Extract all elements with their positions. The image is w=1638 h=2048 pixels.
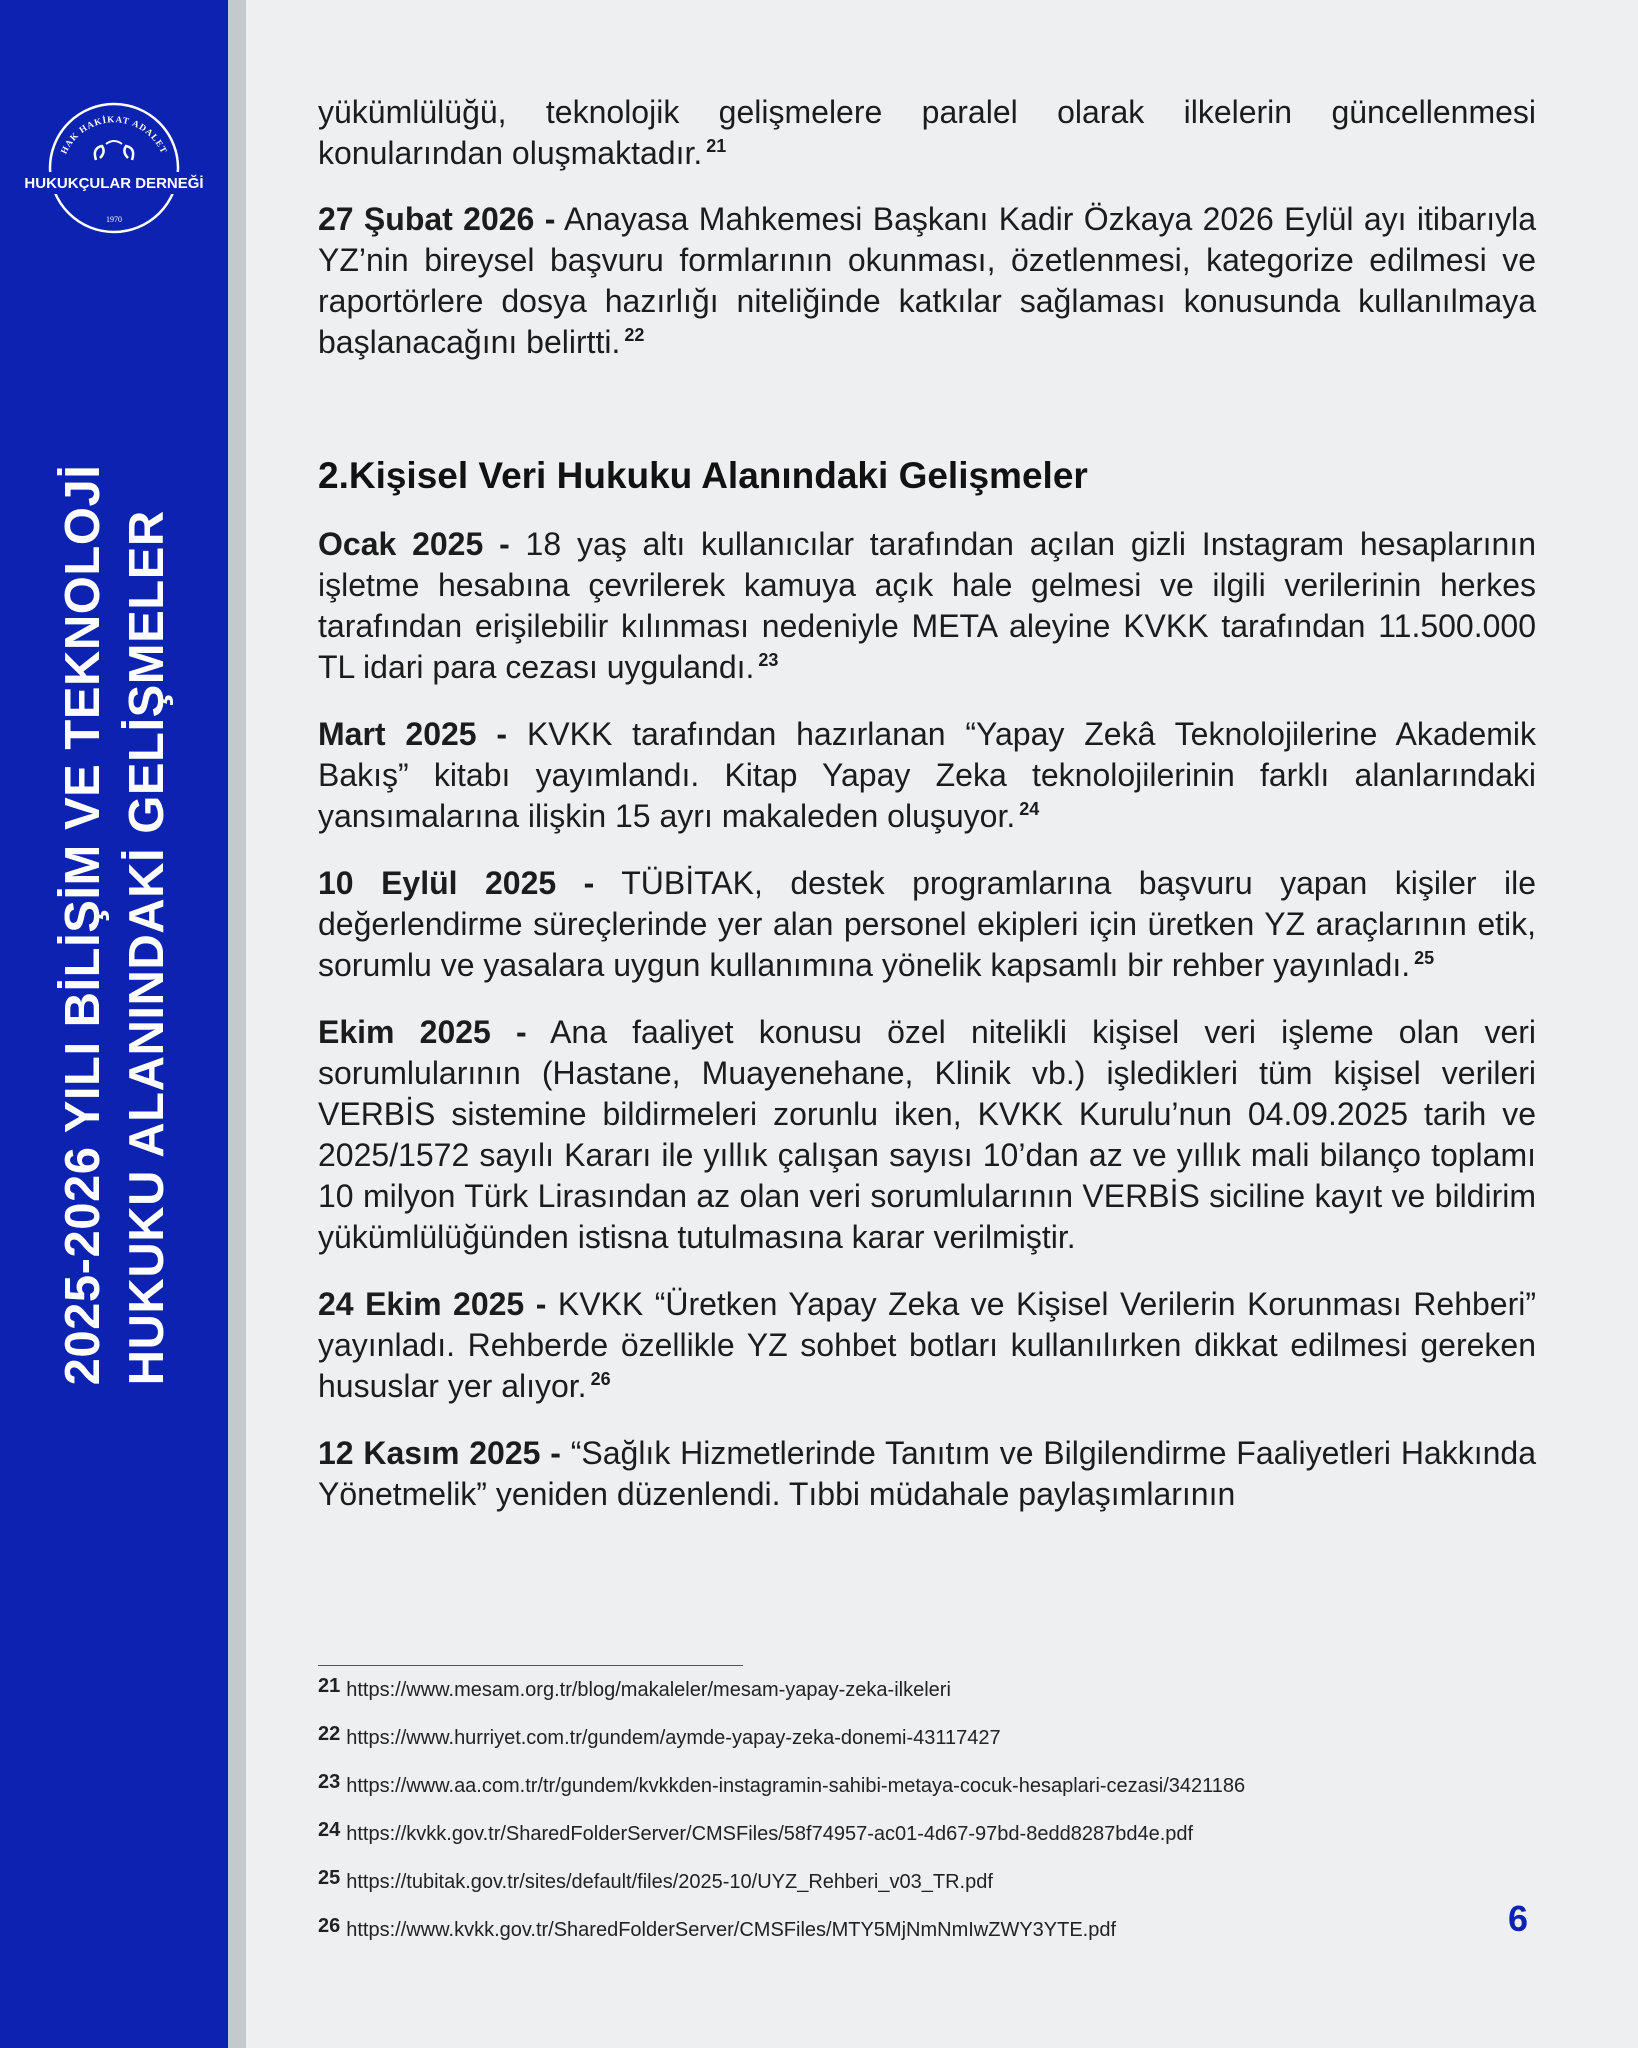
footnote: [318, 1914, 1418, 1962]
footnote: [318, 1722, 1418, 1770]
vertical-title-line2: HUKUKU ALANINDAKİ GELİŞMELER: [120, 510, 174, 1386]
entry-text: KVKK tarafından hazırlanan “Yapay Zekâ Teknolojilerine Akademik Bakış” kitabı yayımlandı. Kitap Yapay Zeka teknolojilerinin farklı alanlarındaki yansımalarına ilişkin 15 ayrı makaleden oluşuyor.: [318, 716, 1537, 834]
sidebar-edge: [228, 0, 246, 2048]
footnote-ref: 25: [1414, 948, 1435, 969]
entry-text: KVKK “Üretken Yapay Zeka ve Kişisel Verilerin Korunması Rehberi” yayınladı. Rehberde özellikle YZ sohbet botları kullanılırken dikkat edilmesi gereken hususlar yer alıyor.: [318, 1286, 1537, 1404]
vertical-title: [51, 465, 179, 1386]
logo-year: 1970: [106, 215, 122, 224]
entry-date: Ocak 2025 -: [318, 526, 510, 562]
footnote: [318, 1674, 1418, 1722]
footnotes: [318, 1674, 1418, 1962]
entry-paragraph: [318, 714, 1536, 837]
entry-date: 10 Eylül 2025 -: [318, 865, 595, 901]
footnote-link[interactable]: https://www.mesam.org.tr/blog/makaleler/mesam-yapay-zeka-ilkeleri: [346, 1679, 951, 1701]
section-heading: 2.Kişisel Veri Hukuku Alanındaki Gelişmeler: [318, 455, 1088, 496]
page-number: 6: [1508, 1898, 1529, 1939]
footnote-link[interactable]: https://www.hurriyet.com.tr/gundem/aymde-yapay-zeka-donemi-43117427: [346, 1727, 1001, 1749]
footnote-ref: 23: [758, 650, 779, 671]
logo-top-text: HAK HAKİKAT ADALET: [58, 114, 170, 156]
vertical-title-line1: 2025-2026 YILI BİLİŞİM VE TEKNOLOJİ: [56, 464, 110, 1386]
logo-name: HUKUKÇULAR DERNEĞİ: [24, 175, 204, 192]
footnote: [318, 1866, 1418, 1914]
entry-date: 27 Şubat 2026 -: [318, 201, 556, 237]
entry-date: Mart 2025 -: [318, 716, 508, 752]
entry-paragraph: [318, 524, 1536, 688]
footnote-ref: 21: [706, 136, 727, 157]
entry-date: 24 Ekim 2025 -: [318, 1286, 547, 1322]
entry-paragraph: [318, 1284, 1536, 1407]
footnote-divider: [318, 1665, 743, 1666]
footnote-ref: 24: [1019, 799, 1040, 820]
entry-paragraph: [318, 199, 1536, 363]
entry-paragraph: [318, 1012, 1536, 1258]
footnote-number: 22: [318, 1723, 341, 1745]
footnote-number: 25: [318, 1867, 341, 1889]
footnote-link[interactable]: https://kvkk.gov.tr/SharedFolderServer/CMSFiles/58f74957-ac01-4d67-97bd-8edd8287bd4e.pdf: [346, 1823, 1194, 1845]
entry-text: “Sağlık Hizmetlerinde Tanıtım ve Bilgilendirme Faaliyetleri Hakkında Yönetmelik” yeniden düzenlendi. Tıbbi müdahale paylaşımlarının: [318, 1435, 1537, 1512]
footnote: [318, 1770, 1418, 1818]
entry-text: TÜBİTAK, destek programlarına başvuru yapan kişiler ile değerlendirme süreçlerinde yer alan personel ekipleri için üretken YZ araçlarının etik, sorumlu ve yasalara uygun kullanımına yönelik kapsamlı bir rehber yayınladı.: [318, 865, 1537, 983]
sidebar: [0, 0, 228, 2048]
entry-text: Ana faaliyet konusu özel nitelikli kişisel veri işleme olan veri sorumlularının (Hastane, Muayenehane, Klinik vb.) işledikleri tüm kişisel verileri VERBİS sistemine bildirmeleri zorunlu iken, KVKK Kurulu’nun 04.09.2025 tarih ve 2025/1572 sayılı Kararı ile yıllık çalışan sayısı 10’dan az ve yıllık mali bilanço toplamı 10 milyon Türk Lirasından az olan veri sorumlularının VERBİS siciline kayıt ve bildirim yükümlülüğünden istisna tutulmasına karar verilmiştir.: [318, 1014, 1537, 1255]
intro-text: yükümlülüğü, teknolojik gelişmelere paralel olarak ilkelerin güncellenmesi konularından oluşmaktadır.: [318, 94, 1536, 171]
footnote-number: 21: [318, 1675, 341, 1697]
main-content: [318, 92, 1536, 1515]
footnote-ref: 26: [590, 1369, 611, 1390]
entry-date: Ekim 2025 -: [318, 1014, 527, 1050]
intro-paragraph: [318, 92, 1536, 174]
footnote-link[interactable]: https://www.kvkk.gov.tr/SharedFolderServer/CMSFiles/MTY5MjNmNmIwZWY3YTE.pdf: [346, 1919, 1117, 1941]
footnote-number: 24: [318, 1819, 341, 1841]
entry-text: 18 yaş altı kullanıcılar tarafından açılan gizli Instagram hesaplarının işletme hesabına çevrilerek kamuya açık hale gelmesi ve ilgili verilerinin herkes tarafından erişilebilir kılınması nedeniyle META aleyine KVKK tarafından 11.500.000 TL idari para cezası uygulandı.: [318, 526, 1537, 685]
footnote-link[interactable]: https://www.aa.com.tr/tr/gundem/kvkkden-instagramin-sahibi-metaya-cocuk-hesaplari-cezasi/3421186: [346, 1775, 1246, 1797]
footnote-ref: 22: [624, 325, 645, 346]
footnote-number: 23: [318, 1771, 341, 1793]
entry-paragraph: [318, 863, 1536, 986]
entry-paragraph: [318, 1433, 1536, 1515]
entry-text: Anayasa Mahkemesi Başkanı Kadir Özkaya 2026 Eylül ayı itibarıyla YZ’nin bireysel başvuru formlarının okunması, özetlenmesi, kategorize edilmesi ve raportörlere dosya hazırlığı niteliğinde katkılar sağlaması konusunda kullanılmaya başlanacağını belirtti.: [318, 201, 1537, 360]
footnote-link[interactable]: https://tubitak.gov.tr/sites/default/files/2025-10/UYZ_Rehberi_v03_TR.pdf: [346, 1871, 993, 1893]
footnote: [318, 1818, 1418, 1866]
footnote-number: 26: [318, 1915, 341, 1937]
hukukcular-dernegi-logo: [22, 98, 206, 246]
entry-date: 12 Kasım 2025 -: [318, 1435, 561, 1471]
svg-text:HAK HAKİKAT ADALET: [59, 114, 170, 155]
